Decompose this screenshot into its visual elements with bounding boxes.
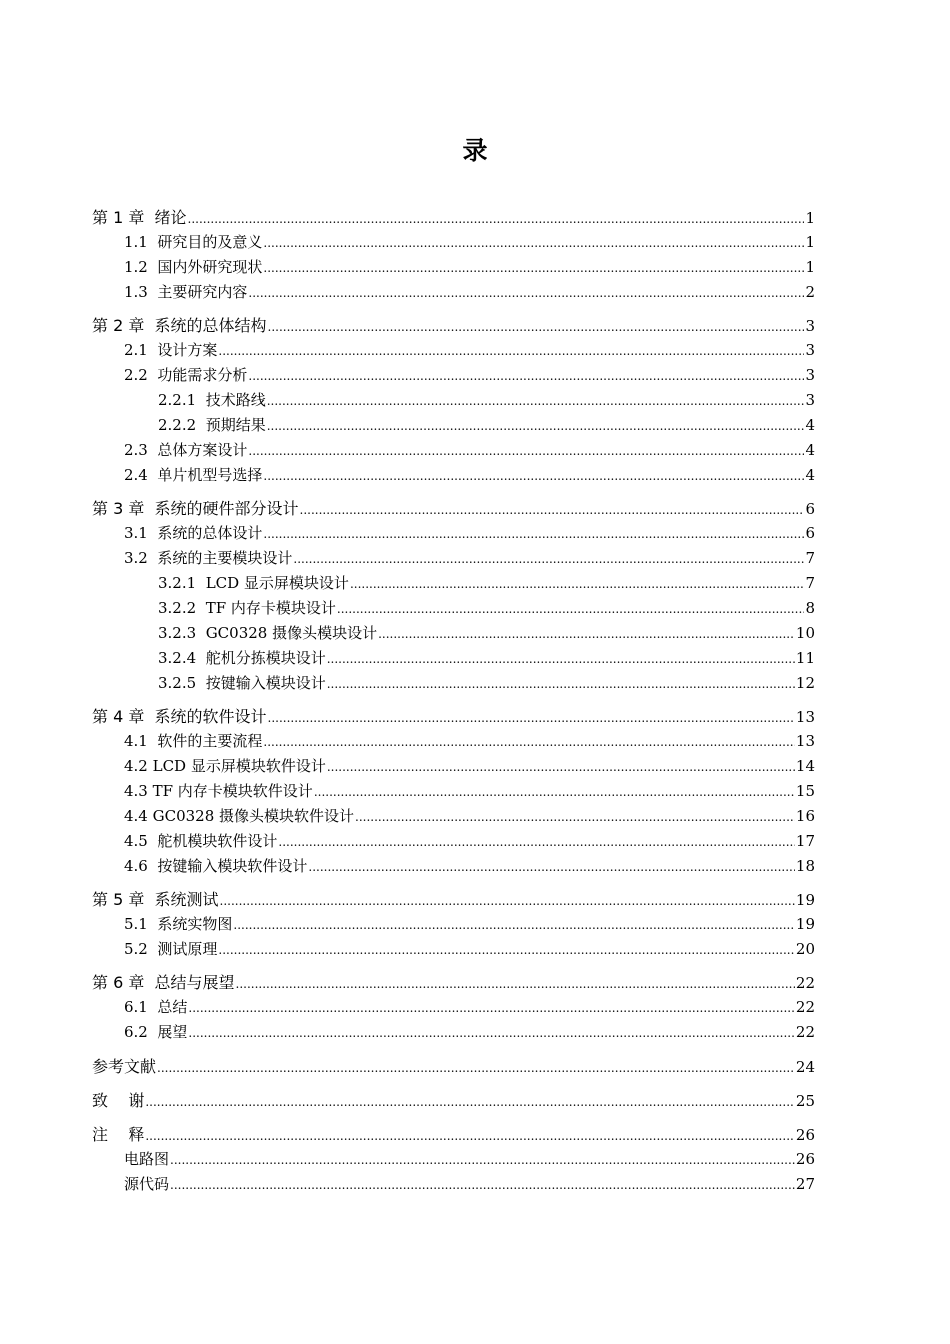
toc-page-number: 19 (795, 915, 815, 933)
toc-page-number: 25 (795, 1092, 815, 1110)
toc-entry-label: 6.2 展望 (124, 1020, 188, 1045)
toc-leader-dots (236, 972, 795, 997)
toc-entry-label: 3.2.1 LCD 显示屏模块设计 (158, 571, 350, 596)
toc-page-number: 4 (805, 441, 815, 459)
toc-section-entry[interactable] (92, 729, 815, 754)
toc-entry-label: 4.5 舵机模块软件设计 (124, 829, 278, 854)
toc-section-entry[interactable] (92, 546, 815, 571)
toc-leader-dots (268, 706, 795, 731)
toc-entry-label: 5.2 测试原理 (124, 937, 218, 962)
toc-chapter-entry[interactable] (92, 970, 815, 995)
toc-entry-label: 2.2 功能需求分析 (124, 363, 248, 388)
toc-page-number: 2 (805, 283, 815, 301)
toc-section-entry[interactable] (92, 912, 815, 937)
toc-entry-label: 第 2 章 系统的总体结构 (92, 313, 268, 338)
toc-leader-dots (233, 913, 795, 938)
toc-leader-dots (248, 439, 804, 464)
toc-page-number: 26 (795, 1126, 815, 1144)
toc-subsection-entry[interactable] (92, 671, 815, 696)
toc-entry-label: 第 6 章 总结与展望 (92, 970, 236, 995)
toc-page-number: 19 (795, 891, 815, 909)
toc-page-number: 26 (795, 1150, 815, 1168)
toc-entry-label: 4.1 软件的主要流程 (124, 729, 263, 754)
toc-subsection-entry[interactable] (92, 571, 815, 596)
toc-leader-dots (327, 755, 795, 780)
toc-leader-dots (263, 231, 804, 256)
toc-entry-label: 电路图 (124, 1147, 170, 1172)
toc-section-entry[interactable] (92, 754, 815, 779)
toc-page-number: 1 (805, 209, 815, 227)
toc-leader-dots (220, 889, 795, 914)
toc-page-number: 15 (795, 782, 815, 800)
toc-leader-dots (314, 780, 795, 805)
toc-leader-dots (218, 339, 804, 364)
toc-leader-dots (145, 1090, 795, 1115)
toc-leader-dots (300, 498, 805, 523)
toc-page-number: 1 (805, 258, 815, 276)
toc-entry-label: 参考文献 (92, 1054, 157, 1079)
toc-leader-dots (263, 256, 804, 281)
toc-section-entry[interactable] (92, 779, 815, 804)
toc-leader-dots (327, 647, 795, 672)
toc-section-entry[interactable] (92, 1147, 815, 1172)
toc-page-number: 4 (805, 416, 815, 434)
toc-page-number: 18 (795, 857, 815, 875)
toc-page-number: 3 (805, 341, 815, 359)
toc-page-number: 4 (805, 466, 815, 484)
toc-leader-dots (188, 996, 795, 1021)
toc-page-number: 16 (795, 807, 815, 825)
toc-entry-label: 4.6 按键输入模块软件设计 (124, 854, 308, 879)
toc-leader-dots (278, 830, 795, 855)
toc-entry-label: 4.2 LCD 显示屏模块软件设计 (124, 754, 327, 779)
toc-leader-dots (170, 1148, 795, 1173)
toc-leader-dots (293, 547, 804, 572)
toc-entry-label: 1.2 国内外研究现状 (124, 255, 263, 280)
toc-subsection-entry[interactable] (92, 646, 815, 671)
toc-leader-dots (170, 1173, 795, 1198)
toc-leader-dots (145, 1124, 795, 1149)
toc-page-number: 8 (805, 599, 815, 617)
toc-entry-label: 1.3 主要研究内容 (124, 280, 248, 305)
toc-page-number: 1 (805, 233, 815, 251)
toc-chapter-entry[interactable] (92, 205, 815, 230)
toc-entry-label: 5.1 系统实物图 (124, 912, 233, 937)
toc-section-entry[interactable] (92, 463, 815, 488)
toc-page-number: 3 (805, 391, 815, 409)
toc-page-number: 10 (795, 624, 815, 642)
toc-page-number: 3 (805, 317, 815, 335)
toc-leader-dots (378, 622, 795, 647)
toc-chapter-entry[interactable] (92, 496, 815, 521)
toc-page-number: 13 (795, 732, 815, 750)
toc-section-entry[interactable] (92, 230, 815, 255)
toc-leader-dots (188, 1021, 795, 1046)
toc-section-entry[interactable] (92, 937, 815, 962)
toc-leader-dots (248, 364, 804, 389)
toc-page-number: 20 (795, 940, 815, 958)
toc-leader-dots (263, 464, 804, 489)
toc-page-number: 22 (795, 1023, 815, 1041)
toc-section-entry[interactable] (92, 804, 815, 829)
toc-page-number: 11 (795, 649, 815, 667)
toc-page-number: 3 (805, 366, 815, 384)
toc-entry-label: 源代码 (124, 1172, 170, 1197)
toc-subsection-entry[interactable] (92, 596, 815, 621)
toc-entry-label: 3.1 系统的总体设计 (124, 521, 263, 546)
toc-section-entry[interactable] (92, 438, 815, 463)
toc-entry-label: 注 释 (92, 1122, 145, 1147)
toc-entry-label: 6.1 总结 (124, 995, 188, 1020)
toc-entry-label: 第 3 章 系统的硬件部分设计 (92, 496, 300, 521)
toc-chapter-entry[interactable] (92, 1054, 815, 1079)
toc-page-number: 22 (795, 998, 815, 1016)
toc-section-entry[interactable] (92, 1020, 815, 1045)
toc-entry-label: 3.2.5 按键输入模块设计 (158, 671, 327, 696)
toc-entry-label: 2.3 总体方案设计 (124, 438, 248, 463)
toc-chapter-entry[interactable] (92, 887, 815, 912)
toc-entry-label: 3.2.3 GC0328 摄像头模块设计 (158, 621, 378, 646)
toc-leader-dots (267, 414, 805, 439)
toc-entry-label: 2.2.1 技术路线 (158, 388, 267, 413)
toc-entry-label: 第 4 章 系统的软件设计 (92, 704, 268, 729)
toc-page-number: 7 (805, 549, 815, 567)
toc-section-entry[interactable] (92, 363, 815, 388)
table-of-contents (92, 205, 815, 1197)
toc-page-number: 27 (795, 1175, 815, 1193)
toc-leader-dots (337, 597, 805, 622)
toc-page-number: 22 (795, 974, 815, 992)
toc-section-entry[interactable] (92, 1172, 815, 1197)
toc-subsection-entry[interactable] (92, 413, 815, 438)
toc-entry-label: 1.1 研究目的及意义 (124, 230, 263, 255)
toc-leader-dots (268, 315, 805, 340)
toc-page-number: 12 (795, 674, 815, 692)
toc-leader-dots (188, 207, 805, 232)
toc-chapter-entry[interactable] (92, 704, 815, 729)
toc-leader-dots (350, 572, 805, 597)
toc-entry-label: 4.3 TF 内存卡模块软件设计 (124, 779, 314, 804)
toc-leader-dots (267, 389, 805, 414)
toc-leader-dots (218, 938, 795, 963)
toc-chapter-entry[interactable] (92, 1122, 815, 1147)
toc-page-number: 6 (805, 524, 815, 542)
toc-leader-dots (157, 1056, 795, 1081)
toc-section-entry[interactable] (92, 280, 815, 305)
toc-section-entry[interactable] (92, 995, 815, 1020)
toc-entry-label: 2.2.2 预期结果 (158, 413, 267, 438)
toc-leader-dots (327, 672, 795, 697)
toc-section-entry[interactable] (92, 338, 815, 363)
toc-leader-dots (263, 522, 804, 547)
toc-section-entry[interactable] (92, 255, 815, 280)
toc-entry-label: 第 5 章 系统测试 (92, 887, 220, 912)
toc-entry-label: 第 1 章 绪论 (92, 205, 188, 230)
toc-entry-label: 2.1 设计方案 (124, 338, 218, 363)
toc-page-number: 7 (805, 574, 815, 592)
toc-entry-label: 2.4 单片机型号选择 (124, 463, 263, 488)
toc-page-number: 24 (795, 1058, 815, 1076)
toc-entry-label: 3.2 系统的主要模块设计 (124, 546, 293, 571)
toc-leader-dots (248, 281, 804, 306)
toc-leader-dots (308, 855, 795, 880)
toc-subsection-entry[interactable] (92, 388, 815, 413)
toc-entry-label: 3.2.2 TF 内存卡模块设计 (158, 596, 337, 621)
toc-page-number: 13 (795, 708, 815, 726)
toc-subsection-entry[interactable] (92, 621, 815, 646)
toc-page-number: 14 (795, 757, 815, 775)
toc-chapter-entry[interactable] (92, 313, 815, 338)
toc-section-entry[interactable] (92, 521, 815, 546)
toc-section-entry[interactable] (92, 829, 815, 854)
toc-entry-label: 4.4 GC0328 摄像头模块软件设计 (124, 804, 355, 829)
toc-chapter-entry[interactable] (92, 1088, 815, 1113)
toc-leader-dots (355, 805, 795, 830)
toc-leader-dots (263, 730, 795, 755)
toc-section-entry[interactable] (92, 854, 815, 879)
toc-page-number: 6 (805, 500, 815, 518)
toc-entry-label: 3.2.4 舵机分拣模块设计 (158, 646, 327, 671)
page-title: 录 (462, 136, 488, 165)
toc-entry-label: 致 谢 (92, 1088, 145, 1113)
toc-page-number: 17 (795, 832, 815, 850)
